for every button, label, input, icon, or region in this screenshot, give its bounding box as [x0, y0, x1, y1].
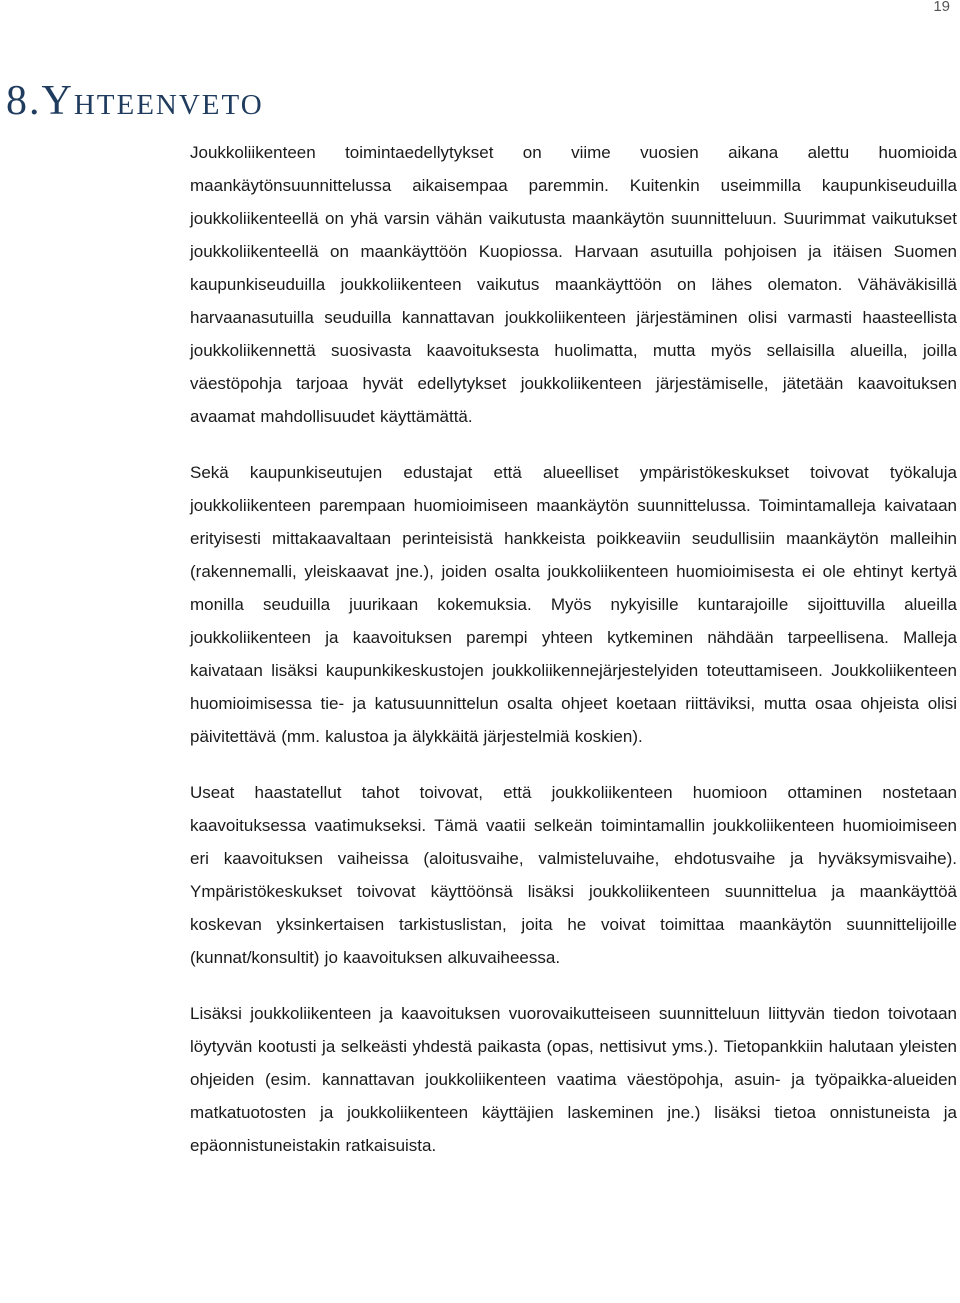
section-number: 8. [6, 78, 42, 124]
paragraph-2: Sekä kaupunkiseutujen edustajat että alueelliset ympäristökeskukset toivovat työkaluja joukkoliikenteen parempaan huomioimiseen maankäytön suunnittelussa. Toimintamalleja kaivataan erityisesti mittakaavaltaan perinteisistä hankkeista poikkeaviin seudullisiin maankäytön malleihin (rakennemalli, yleiskaavat jne.), joiden osalta joukkoliikenteen huomioimisesta ei ole ehtinyt kertyä monilla seuduilla juurikaan kokemuksia. Myös nykyisille kuntarajoille sijoittuvilla alueilla joukkoliikenteen ja kaavoituksen parempi yhteen kytkeminen nähdään tarpeellisena. Malleja kaivataan lisäksi kaupunkikeskustojen joukkoliikennejärjestelyiden toteuttamiseen. Joukkoliikenteen huomioimisessa tie- ja katusuunnittelun osalta ohjeet koetaan riittäviksi, mutta osaa ohjeista olisi päivitettävä (mm. kalustoa ja älykkäitä järjestelmiä koskien). [190, 463, 957, 746]
page-number: 19 [933, 0, 950, 15]
section-heading [6, 80, 264, 122]
paragraph-1: Joukkoliikenteen toimintaedellytykset on viime vuosien aikana alettu huomioida maankäytönsuunnittelussa aikaisempaa paremmin. Kuitenkin useimmilla kaupunkiseuduilla joukkoliikenteellä on yhä varsin vähän vaikutusta maankäytön suunnitteluun. Suurimmat vaikutukset joukkoliikenteellä on maankäyttöön Kuopiossa. Harvaan asutuilla pohjoisen ja itäisen Suomen kaupunkiseuduilla joukkoliikenteen vaikutus maankäyttöön on lähes olematon. Vähäväkisillä harvaanasutuilla seuduilla kannattavan joukkoliikenteen järjestäminen olisi varmasti haasteellista joukkoliikennettä suosivasta kaavoituksesta huolimatta, mutta myös sellaisilla alueilla, joilla väestöpohja tarjoaa hyvät edellytykset joukkoliikenteen järjestämiselle, jätetään kaavoituksen avaamat mahdollisuudet käyttämättä. [190, 143, 957, 426]
section-title: Yhteenveto [41, 78, 264, 124]
paragraph-3: Useat haastatellut tahot toivovat, että joukkoliikenteen huomioon ottaminen nostetaan kaavoituksessa vaatimukseksi. Tämä vaatii selkeän toimintamallin joukkoliikenteen huomioimiseen eri kaavoituksen vaiheissa (aloitusvaihe, valmisteluvaihe, ehdotusvaihe ja hyväksymisvaihe). Ympäristökeskukset toivovat käyttöönsä lisäksi joukkoliikenteen suunnittelua ja maankäyttöä koskevan yksinkertaisen tarkistuslistan, joita he voivat toimittaa maankäytön suunnittelijoille (kunnat/konsultit) jo kaavoituksen alkuvaiheessa. [190, 783, 957, 967]
body-text [190, 136, 957, 1162]
paragraph-4: Lisäksi joukkoliikenteen ja kaavoituksen vuorovaikutteiseen suunnitteluun liittyvän tiedon toivotaan löytyvän kootusti ja selkeästi yhdestä paikasta (opas, nettisivut yms.). Tietopankkiin halutaan yleisten ohjeiden (esim. kannattavan joukkoliikenteen vaatima väestöpohja, asuin- ja työpaikka-alueiden matkatuotosten ja joukkoliikenteen käyttäjien laskeminen jne.) lisäksi tietoa onnistuneista ja epäonnistuneistakin ratkaisuista. [190, 1004, 957, 1155]
